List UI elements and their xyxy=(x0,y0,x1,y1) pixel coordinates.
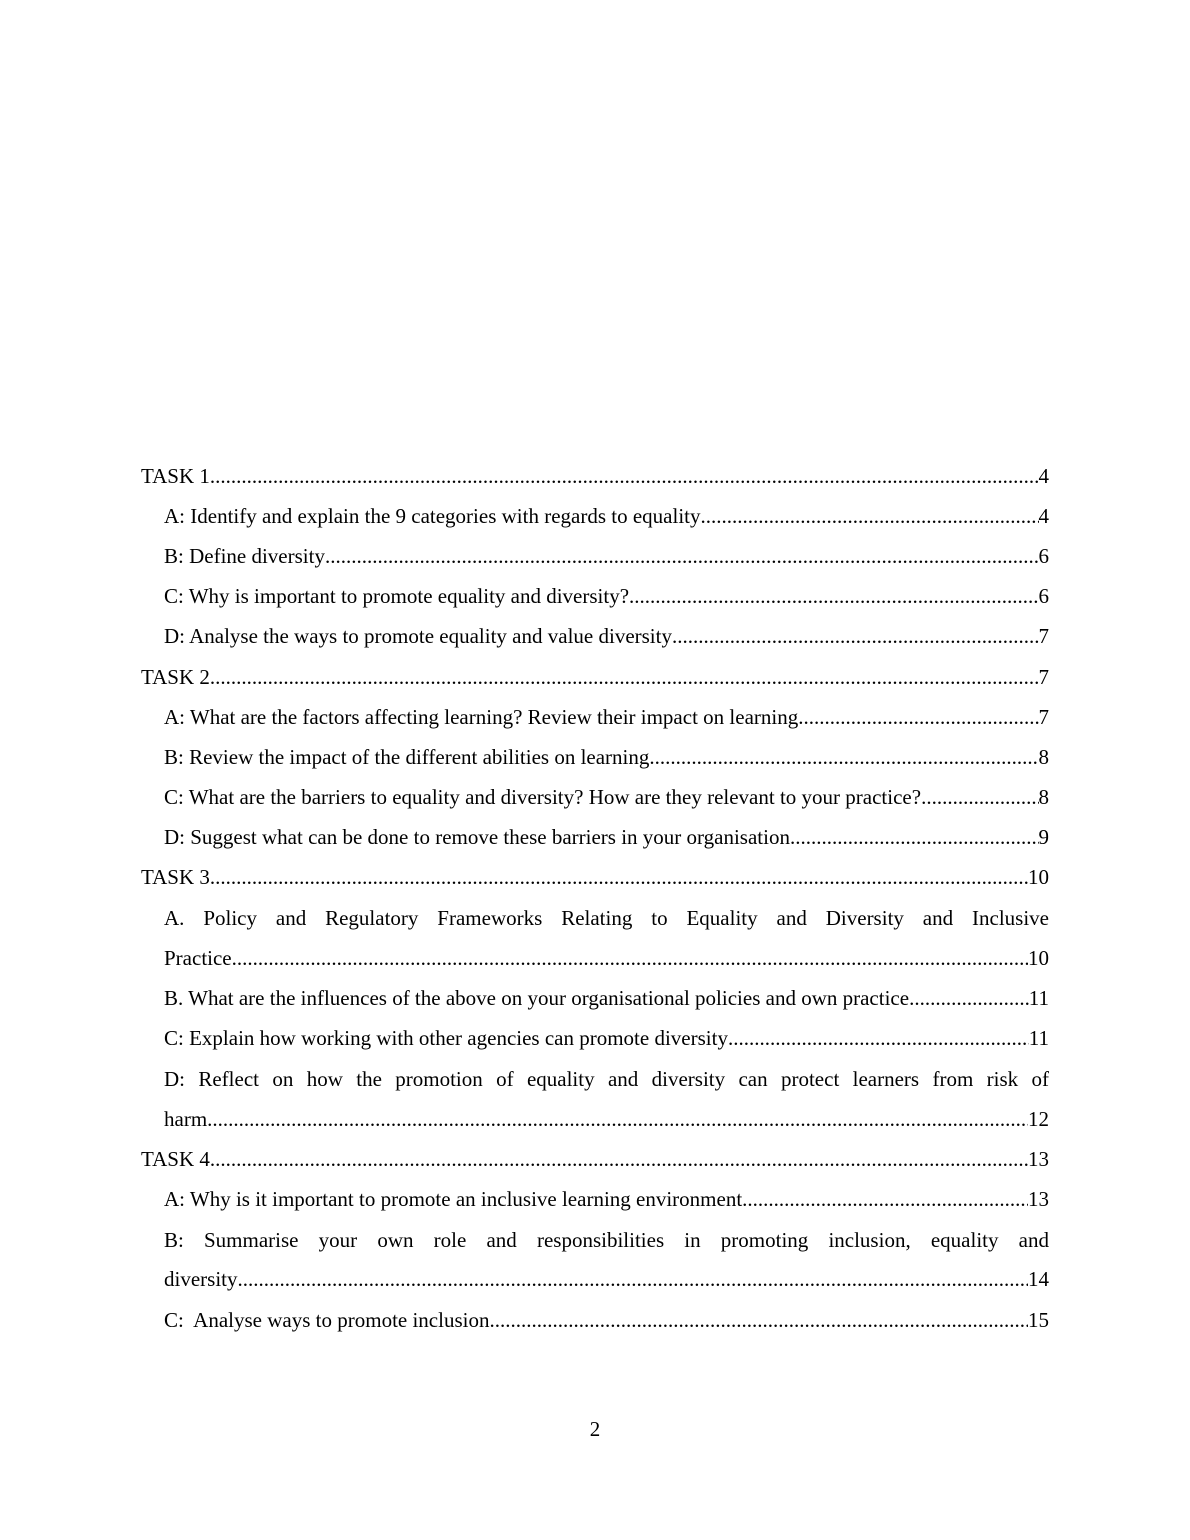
toc-entry-task-3-b[interactable] xyxy=(141,978,1049,1018)
table-of-contents xyxy=(141,456,1049,1340)
toc-dot-leader xyxy=(742,1187,1028,1212)
toc-entry-title: C: What are the barriers to equality and diversity? How are they relevant to your practice? xyxy=(164,785,922,810)
toc-entry-page: 13 xyxy=(1028,1186,1049,1211)
toc-entry-task-3-c[interactable] xyxy=(141,1019,1049,1059)
toc-entry-task-2-d[interactable] xyxy=(141,818,1049,858)
toc-entry-page: 14 xyxy=(1028,1267,1049,1292)
toc-entry-task-3-a[interactable] xyxy=(141,938,1049,978)
toc-entry-task-4-a[interactable] xyxy=(141,1179,1049,1219)
toc-entry-title: B. What are the influences of the above on your organisational policies and own practice xyxy=(164,986,910,1011)
toc-entry-task-2[interactable] xyxy=(141,657,1049,697)
toc-entry-title: TASK 4 xyxy=(141,1146,210,1171)
toc-entry-task-2-a[interactable] xyxy=(141,697,1049,737)
toc-dot-leader xyxy=(921,785,1038,810)
toc-entry-page: 4 xyxy=(1038,503,1049,528)
toc-entry-title: D: Reflect on how the promotion of equality and diversity can protect learners from risk of xyxy=(164,1066,1049,1091)
toc-entry-page: 11 xyxy=(1028,986,1049,1011)
toc-entry-title: TASK 3 xyxy=(141,865,210,890)
toc-entry-page: 9 xyxy=(1038,825,1049,850)
toc-dot-leader xyxy=(238,1267,1029,1292)
toc-entry-task-3-a-line-1[interactable] xyxy=(141,898,1049,938)
toc-entry-task-1-a[interactable] xyxy=(141,496,1049,536)
toc-entry-title: TASK 2 xyxy=(141,664,210,689)
toc-entry-page: 6 xyxy=(1038,584,1049,609)
toc-dot-leader xyxy=(210,464,1039,489)
toc-entry-task-3-d[interactable] xyxy=(141,1099,1049,1139)
toc-entry-page: 7 xyxy=(1038,664,1049,689)
toc-entry-title: B: Review the impact of the different abilities on learning xyxy=(164,744,650,769)
toc-entry-task-3-d-line-1[interactable] xyxy=(141,1059,1049,1099)
toc-dot-leader xyxy=(629,584,1038,609)
toc-entry-page: 12 xyxy=(1028,1106,1049,1131)
toc-entry-title: D: Analyse the ways to promote equality and value diversity xyxy=(164,624,672,649)
toc-entry-task-1-d[interactable] xyxy=(141,617,1049,657)
toc-entry-page: 10 xyxy=(1028,945,1049,970)
toc-dot-leader xyxy=(325,544,1039,569)
toc-entry-title: A: Why is it important to promote an inclusive learning environment xyxy=(164,1186,743,1211)
toc-entry-task-2-b[interactable] xyxy=(141,737,1049,777)
toc-entry-title: B: Summarise your own role and responsibilities in promoting inclusion, equality and xyxy=(164,1227,1049,1252)
toc-entry-title: D: Suggest what can be done to remove these barriers in your organisation xyxy=(164,825,790,850)
toc-entry-task-2-c[interactable] xyxy=(141,778,1049,818)
toc-entry-page: 11 xyxy=(1028,1026,1049,1051)
toc-entry-title: TASK 1 xyxy=(141,463,210,488)
toc-entry-page: 7 xyxy=(1038,704,1049,729)
toc-entry-title: B: Define diversity xyxy=(164,543,325,568)
toc-dot-leader xyxy=(728,1026,1029,1051)
toc-entry-page: 15 xyxy=(1028,1307,1049,1332)
toc-dot-leader xyxy=(210,665,1039,690)
toc-dot-leader xyxy=(207,1107,1028,1132)
toc-entry-task-3[interactable] xyxy=(141,858,1049,898)
toc-dot-leader xyxy=(489,1308,1028,1333)
toc-entry-title-continued: harm xyxy=(164,1106,208,1131)
toc-entry-title: C: Explain how working with other agencies can promote diversity xyxy=(164,1026,728,1051)
toc-entry-title: A: Identify and explain the 9 categories with regards to equality xyxy=(164,503,701,528)
toc-dot-leader xyxy=(649,745,1038,770)
toc-dot-leader xyxy=(210,865,1028,890)
toc-entry-title: C: Analyse ways to promote inclusion xyxy=(164,1307,490,1332)
toc-entry-page: 13 xyxy=(1028,1146,1049,1171)
toc-dot-leader xyxy=(790,825,1039,850)
toc-entry-task-1[interactable] xyxy=(141,456,1049,496)
toc-dot-leader xyxy=(798,705,1038,730)
toc-entry-title: C: Why is important to promote equality and diversity? xyxy=(164,584,630,609)
toc-entry-page: 4 xyxy=(1038,463,1049,488)
toc-dot-leader xyxy=(232,946,1028,971)
toc-entry-task-1-b[interactable] xyxy=(141,536,1049,576)
toc-entry-page: 6 xyxy=(1038,543,1049,568)
toc-dot-leader xyxy=(701,504,1039,529)
toc-entry-page: 8 xyxy=(1038,744,1049,769)
toc-entry-title-continued: Practice xyxy=(164,945,232,970)
page-number: 2 xyxy=(589,1417,601,1441)
toc-entry-title: A: What are the factors affecting learning? Review their impact on learning xyxy=(164,704,799,729)
toc-entry-task-1-c[interactable] xyxy=(141,577,1049,617)
toc-entry-task-4[interactable] xyxy=(141,1139,1049,1179)
toc-entry-page: 7 xyxy=(1038,624,1049,649)
toc-entry-task-4-b-line-1[interactable] xyxy=(141,1220,1049,1260)
toc-entry-task-4-c[interactable] xyxy=(141,1300,1049,1340)
toc-dot-leader xyxy=(210,1147,1028,1172)
toc-entry-page: 10 xyxy=(1028,865,1049,890)
toc-entry-page: 8 xyxy=(1038,785,1049,810)
toc-dot-leader xyxy=(909,986,1029,1011)
toc-dot-leader xyxy=(672,624,1039,649)
toc-entry-task-4-b[interactable] xyxy=(141,1260,1049,1300)
toc-entry-title-continued: diversity xyxy=(164,1267,238,1292)
toc-entry-title: A. Policy and Regulatory Frameworks Relating to Equality and Diversity and Inclusive xyxy=(164,906,1049,931)
